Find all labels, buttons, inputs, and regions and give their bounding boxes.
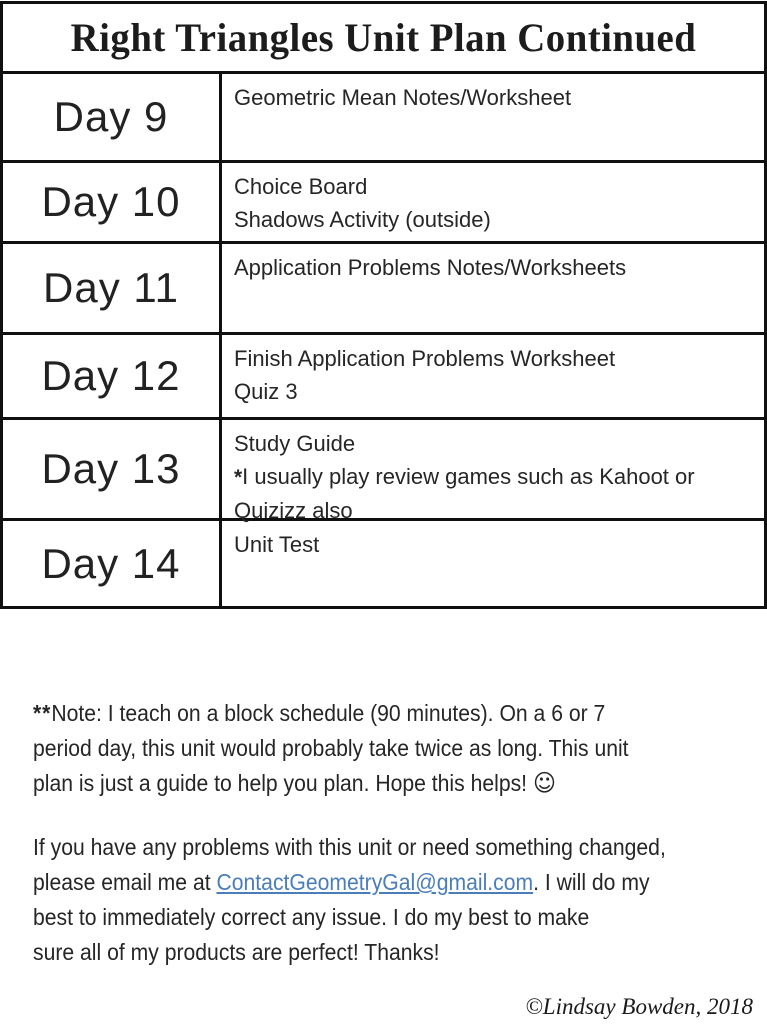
activity-line: Choice Board xyxy=(234,174,368,199)
table-row-day-11 xyxy=(3,241,764,332)
note-line: best to immediately correct any issue. I do my best to make xyxy=(33,904,590,930)
activity-line xyxy=(234,460,752,527)
activity-cell xyxy=(222,244,764,332)
activity-line: Quiz 3 xyxy=(234,379,298,404)
smiley-icon: ☺ xyxy=(532,769,556,797)
activity-cell xyxy=(222,335,764,417)
day-label: Day 11 xyxy=(3,244,222,332)
note-line: **Note: I teach on a block schedule (90 minutes). On a 6 or 7 xyxy=(33,700,606,726)
note-line: period day, this unit would probably take twice as long. This unit xyxy=(33,735,629,761)
day-label: Day 10 xyxy=(3,163,222,241)
table-row-day-12 xyxy=(3,332,764,417)
day-label: Day 14 xyxy=(3,521,222,606)
activity-line: Unit Test xyxy=(234,532,320,557)
double-asterisk: ** xyxy=(33,700,52,726)
activity-cell xyxy=(222,420,764,523)
note-block-schedule xyxy=(33,696,695,801)
day-label: Day 9 xyxy=(3,74,222,160)
activity-cell xyxy=(222,163,764,241)
activity-line: Finish Application Problems Worksheet xyxy=(234,346,616,371)
activity-line: Shadows Activity (outside) xyxy=(234,207,491,232)
day-label: Day 13 xyxy=(3,420,222,518)
note-line: please email me at ContactGeometryGal@gmail.com. I will do my xyxy=(33,869,650,895)
table-row-day-10 xyxy=(3,160,764,241)
schedule-table xyxy=(0,1,767,609)
footer-credit: ©Lindsay Bowden, 2018 xyxy=(525,994,753,1019)
activity-cell xyxy=(222,521,764,606)
table-row-day-9 xyxy=(3,71,764,160)
table-row-day-14 xyxy=(3,518,764,606)
activity-line: Application Problems Notes/Worksheets xyxy=(234,255,627,280)
activity-note-text: I usually play review games such as Kahoot or Quizizz also xyxy=(234,464,695,523)
email-link[interactable]: ContactGeometryGal@gmail.com xyxy=(216,869,534,895)
note-line: If you have any problems with this unit or need something changed, xyxy=(33,834,666,860)
table-row-day-13 xyxy=(3,417,764,523)
page-title: Right Triangles Unit Plan Continued xyxy=(70,15,697,60)
note-contact xyxy=(33,830,695,970)
note-line: plan is just a guide to help you plan. Hope this helps! ☺ xyxy=(33,769,556,797)
activity-line: Geometric Mean Notes/Worksheet xyxy=(234,85,572,110)
activity-cell xyxy=(222,74,764,160)
star-asterisk: * xyxy=(234,466,243,489)
note-line: sure all of my products are perfect! Thanks! xyxy=(33,939,440,965)
activity-line: Study Guide xyxy=(234,431,356,456)
day-label: Day 12 xyxy=(3,335,222,417)
